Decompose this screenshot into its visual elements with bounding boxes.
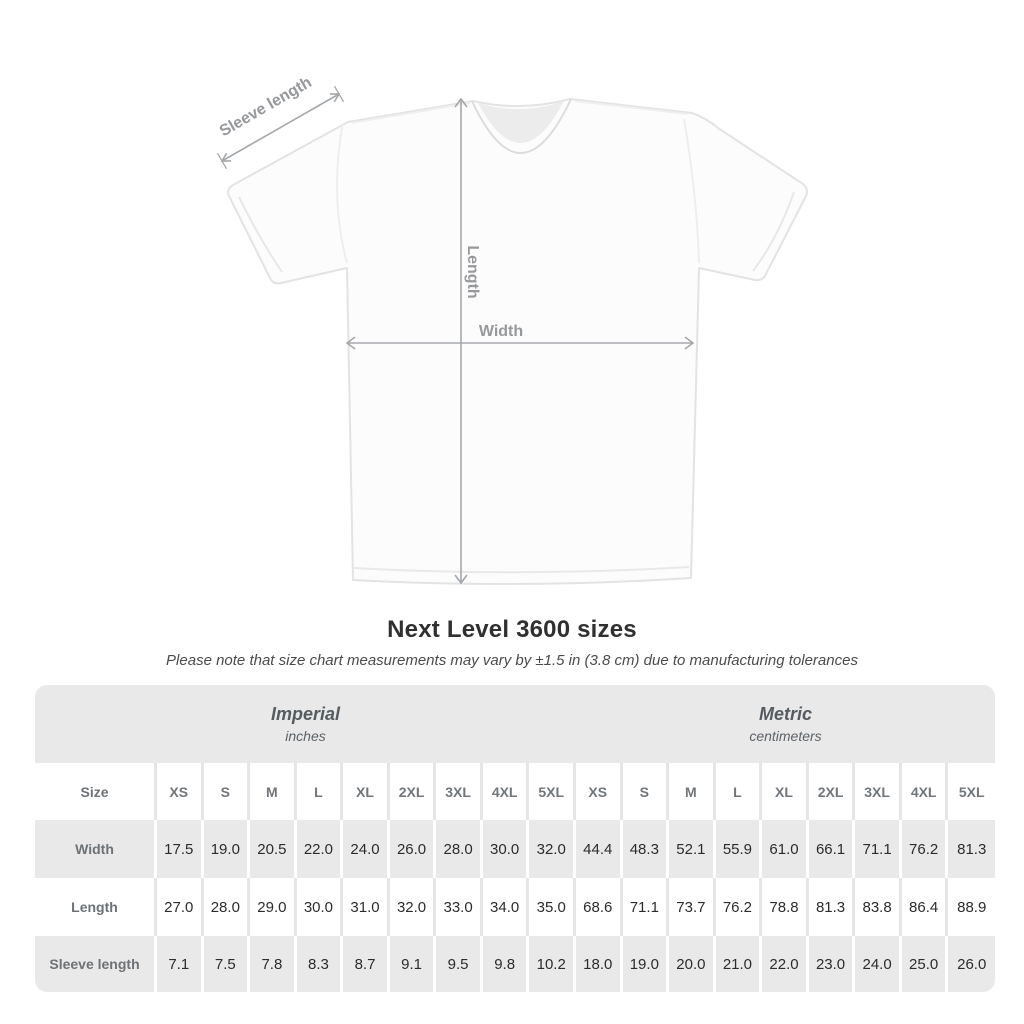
- metric-unit: centimeters: [749, 728, 822, 744]
- value-cell: 76.2: [716, 878, 763, 936]
- row-label: Width: [35, 820, 157, 878]
- value-cell: 30.0: [297, 878, 344, 936]
- value-cell: 19.0: [623, 936, 670, 992]
- value-cell: 7.1: [157, 936, 204, 992]
- width-label: Width: [478, 323, 524, 340]
- value-cell: 8.7: [343, 936, 390, 992]
- value-cell: 18.0: [576, 936, 623, 992]
- imperial-unit: inches: [285, 728, 326, 744]
- value-cell: 21.0: [716, 936, 763, 992]
- value-cell: 19.0: [204, 820, 251, 878]
- col-header-imperial-l: L: [297, 763, 344, 820]
- col-header-metric-l: L: [716, 763, 763, 820]
- metric-group-header: [576, 685, 995, 763]
- value-cell: 7.5: [204, 936, 251, 992]
- value-cell: 81.3: [809, 878, 856, 936]
- col-header-imperial-5xl: 5XL: [529, 763, 576, 820]
- value-cell: 27.0: [157, 878, 204, 936]
- col-header-imperial-xs: XS: [157, 763, 204, 820]
- value-cell: 73.7: [669, 878, 716, 936]
- value-cell: 52.1: [669, 820, 716, 878]
- col-header-imperial-s: S: [204, 763, 251, 820]
- imperial-label: Imperial: [270, 704, 341, 724]
- value-cell: 78.8: [762, 878, 809, 936]
- value-cell: 61.0: [762, 820, 809, 878]
- size-table: [35, 685, 995, 992]
- value-cell: 7.8: [250, 936, 297, 992]
- value-cell: 32.0: [390, 878, 437, 936]
- page-title: Next Level 3600 sizes: [387, 616, 637, 643]
- value-cell: 17.5: [157, 820, 204, 878]
- value-cell: 28.0: [204, 878, 251, 936]
- col-header-metric-4xl: 4XL: [902, 763, 949, 820]
- value-cell: 28.0: [436, 820, 483, 878]
- value-cell: 34.0: [483, 878, 530, 936]
- col-header-imperial-m: M: [250, 763, 297, 820]
- col-header-metric-5xl: 5XL: [948, 763, 995, 820]
- col-header-metric-2xl: 2XL: [809, 763, 856, 820]
- col-header-metric-xs: XS: [576, 763, 623, 820]
- value-cell: 48.3: [623, 820, 670, 878]
- value-cell: 8.3: [297, 936, 344, 992]
- sleeve-length-row: [35, 936, 995, 992]
- col-header-imperial-xl: XL: [343, 763, 390, 820]
- value-cell: 81.3: [948, 820, 995, 878]
- value-cell: 20.5: [250, 820, 297, 878]
- value-cell: 25.0: [902, 936, 949, 992]
- unit-group-header-row: [35, 685, 995, 763]
- value-cell: 20.0: [669, 936, 716, 992]
- value-cell: 29.0: [250, 878, 297, 936]
- col-header-imperial-4xl: 4XL: [483, 763, 530, 820]
- value-cell: 66.1: [809, 820, 856, 878]
- value-cell: 22.0: [762, 936, 809, 992]
- sleeve-length-label: Sleeve length: [216, 73, 315, 141]
- value-cell: 30.0: [483, 820, 530, 878]
- metric-label: Metric: [758, 704, 812, 724]
- value-cell: 88.9: [948, 878, 995, 936]
- value-cell: 35.0: [529, 878, 576, 936]
- value-cell: 26.0: [390, 820, 437, 878]
- col-header-metric-3xl: 3XL: [855, 763, 902, 820]
- col-header-imperial-2xl: 2XL: [390, 763, 437, 820]
- value-cell: 83.8: [855, 878, 902, 936]
- value-cell: 68.6: [576, 878, 623, 936]
- value-cell: 31.0: [343, 878, 390, 936]
- size-header-row: [35, 763, 995, 820]
- title-block: [0, 616, 1024, 669]
- length-row: [35, 878, 995, 936]
- value-cell: 55.9: [716, 820, 763, 878]
- value-cell: 71.1: [855, 820, 902, 878]
- value-cell: 22.0: [297, 820, 344, 878]
- value-cell: 26.0: [948, 936, 995, 992]
- value-cell: 24.0: [343, 820, 390, 878]
- col-header-imperial-3xl: 3XL: [436, 763, 483, 820]
- value-cell: 9.8: [483, 936, 530, 992]
- value-cell: 10.2: [529, 936, 576, 992]
- value-cell: 86.4: [902, 878, 949, 936]
- value-cell: 24.0: [855, 936, 902, 992]
- imperial-group-header: [35, 685, 576, 763]
- value-cell: 76.2: [902, 820, 949, 878]
- tshirt-body: [228, 99, 807, 584]
- row-label: Sleeve length: [35, 936, 157, 992]
- width-row: [35, 820, 995, 878]
- tolerance-note: Please note that size chart measurements may vary by ±1.5 in (3.8 cm) due to manufacturing tolerances: [166, 652, 858, 669]
- col-header-metric-s: S: [623, 763, 670, 820]
- col-header-metric-m: M: [669, 763, 716, 820]
- value-cell: 32.0: [529, 820, 576, 878]
- row-label: Length: [35, 878, 157, 936]
- value-cell: 9.5: [436, 936, 483, 992]
- col-header-metric-xl: XL: [762, 763, 809, 820]
- value-cell: 23.0: [809, 936, 856, 992]
- value-cell: 9.1: [390, 936, 437, 992]
- value-cell: 71.1: [623, 878, 670, 936]
- value-cell: 44.4: [576, 820, 623, 878]
- value-cell: 33.0: [436, 878, 483, 936]
- size-column-header: Size: [35, 763, 157, 820]
- length-label: Length: [464, 245, 481, 299]
